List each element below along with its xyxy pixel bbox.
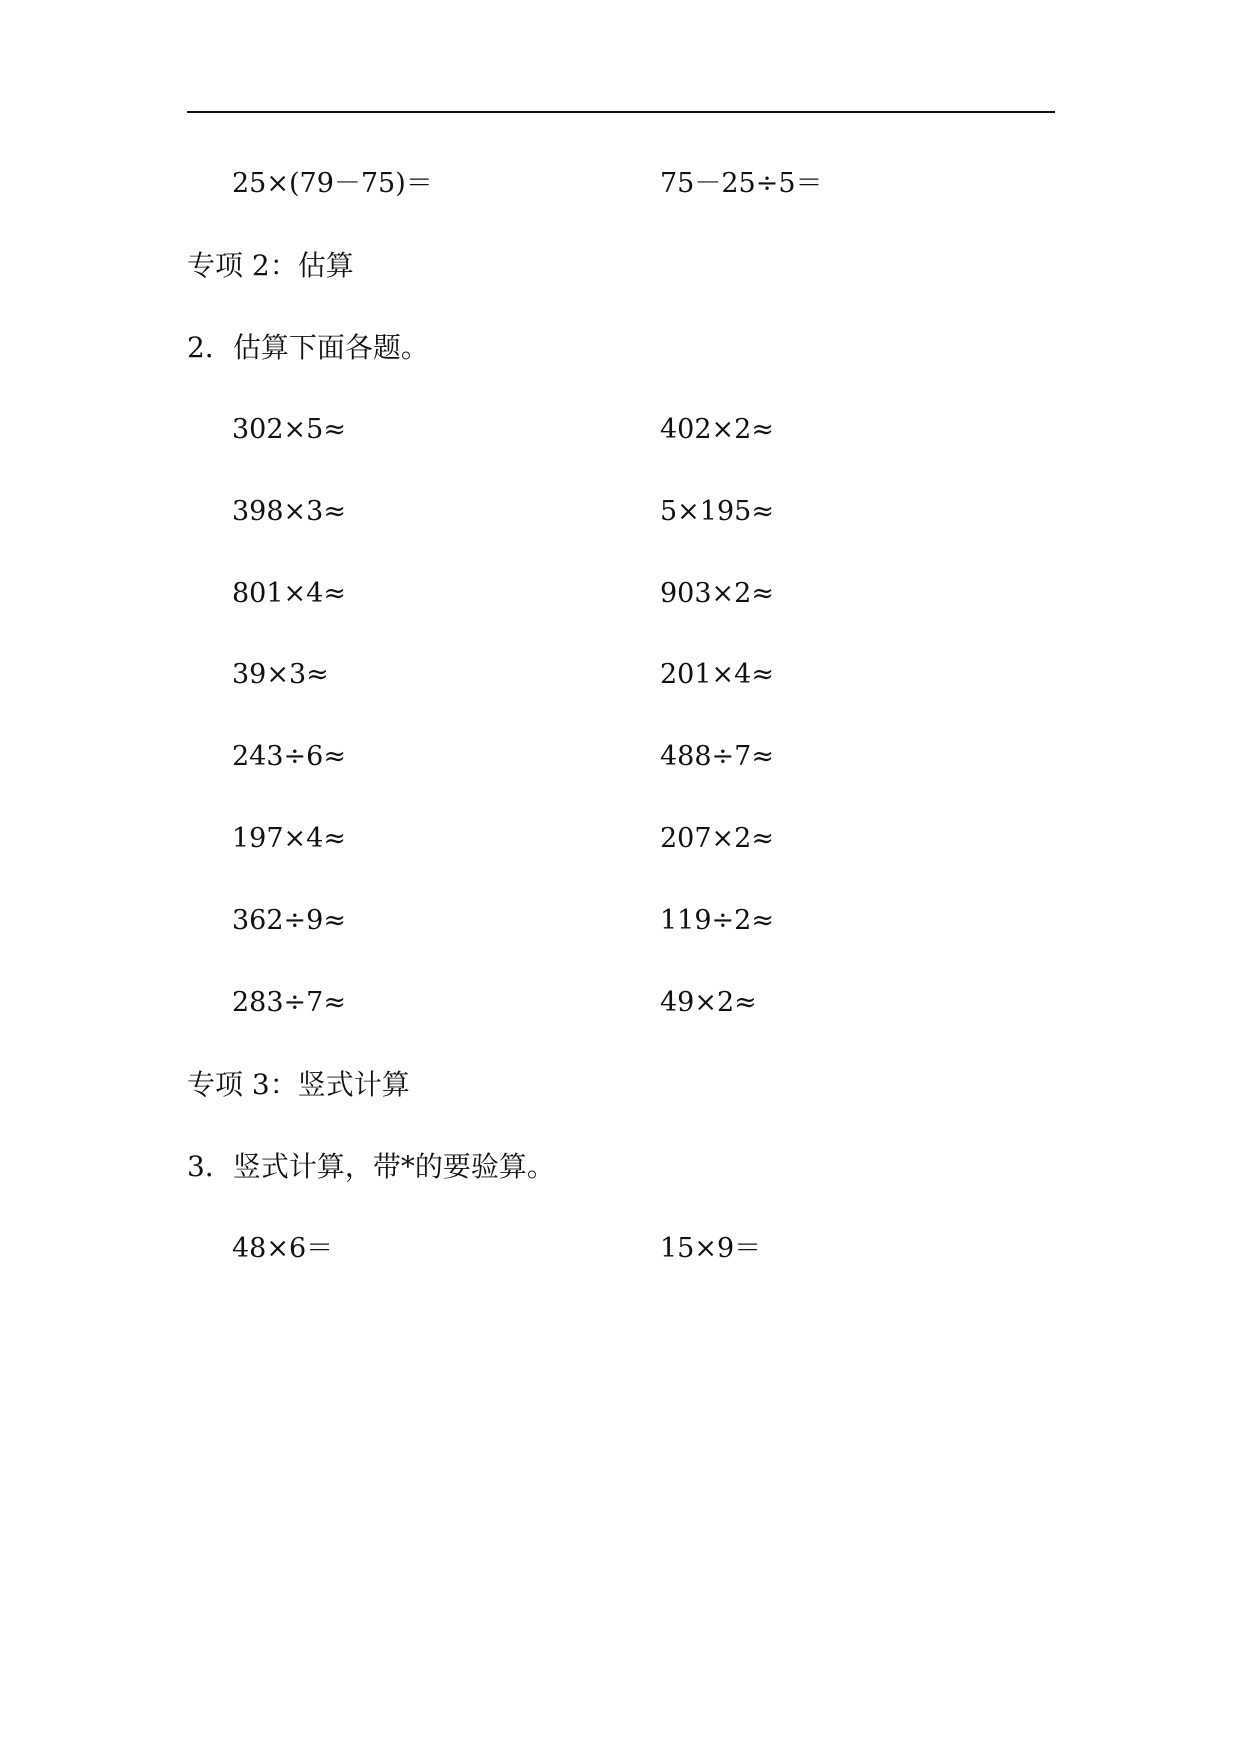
estimate-item-2-left: 398×3≈ xyxy=(232,496,346,527)
estimate-item-5-right: 488÷7≈ xyxy=(660,741,774,772)
expression-75-25div5: 75－25÷5＝ xyxy=(660,168,823,199)
estimate-item-7-left: 362÷9≈ xyxy=(232,905,346,936)
vertical-calc-item-1-left: 48×6＝ xyxy=(232,1233,334,1264)
estimate-item-1-left: 302×5≈ xyxy=(232,414,346,445)
estimate-item-6-right: 207×2≈ xyxy=(660,823,774,854)
estimate-item-4-left: 39×3≈ xyxy=(232,659,329,690)
question-3-prompt: 3．竖式计算，带*的要验算。 xyxy=(187,1150,555,1183)
estimate-item-3-left: 801×4≈ xyxy=(232,578,346,609)
estimate-item-8-right: 49×2≈ xyxy=(660,987,757,1018)
estimate-item-8-left: 283÷7≈ xyxy=(232,987,346,1018)
section-2-title: 专项 2：估算 xyxy=(187,249,354,282)
estimate-item-1-right: 402×2≈ xyxy=(660,414,774,445)
header-rule xyxy=(187,111,1055,113)
estimate-item-4-right: 201×4≈ xyxy=(660,659,774,690)
question-2-prompt: 2．估算下面各题。 xyxy=(187,331,429,364)
estimate-item-2-right: 5×195≈ xyxy=(660,496,774,527)
section-3-title: 专项 3：竖式计算 xyxy=(187,1068,410,1101)
estimate-item-7-right: 119÷2≈ xyxy=(660,905,774,936)
estimate-item-3-right: 903×2≈ xyxy=(660,578,774,609)
estimate-item-5-left: 243÷6≈ xyxy=(232,741,346,772)
estimate-item-6-left: 197×4≈ xyxy=(232,823,346,854)
expression-25x79-75: 25×(79－75)＝ xyxy=(232,168,433,199)
vertical-calc-item-1-right: 15×9＝ xyxy=(660,1233,762,1264)
